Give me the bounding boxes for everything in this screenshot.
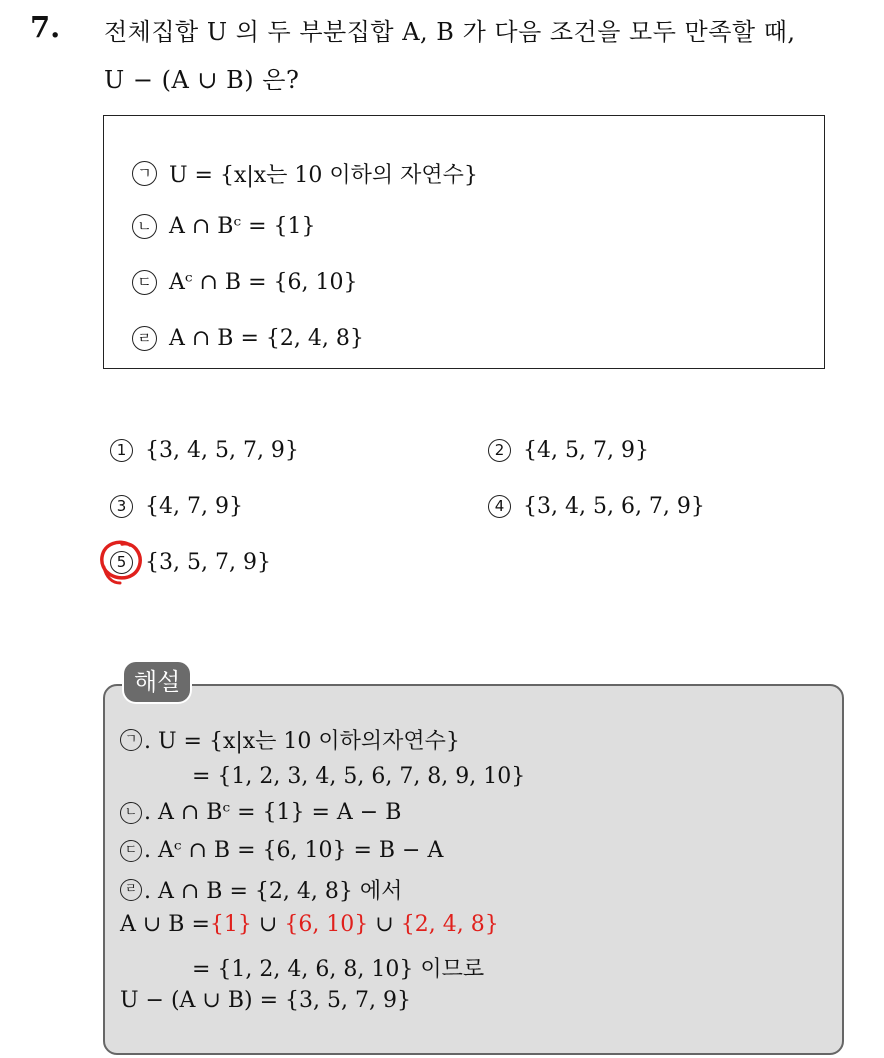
union-part-1: {1} <box>209 912 252 937</box>
union-part-3: {2, 4, 8} <box>400 912 499 937</box>
explanation-marker-3: ㄴ <box>120 802 142 824</box>
choice-text-3: {4, 7, 9} <box>145 494 243 519</box>
explanation-line-1: ㄱ . U = {x|x는 10 이하의자연수} <box>120 724 460 755</box>
condition-4 <box>132 326 364 351</box>
explanation-line-5: ㄹ . A ∩ B = {2, 4, 8} 에서 <box>120 874 402 905</box>
choice-number-4: 4 <box>488 495 511 518</box>
explanation-line-6: A ∪ B = {1} ∪ {6, 10} ∪ {2, 4, 8} <box>120 912 499 937</box>
answer-circle-annotation <box>96 537 148 585</box>
choice-4[interactable] <box>488 494 705 519</box>
condition-2 <box>132 214 316 239</box>
condition-text-2: A ∩ Bᶜ = {1} <box>169 214 316 239</box>
explanation-line-4: ㄷ . Aᶜ ∩ B = {6, 10} = B − A <box>120 838 443 863</box>
choice-2[interactable] <box>488 438 649 463</box>
condition-marker-4: ㄹ <box>132 326 157 351</box>
explanation-marker-4: ㄷ <box>120 840 142 862</box>
conditions-box <box>103 115 825 369</box>
choice-number-5: 5 <box>110 551 133 574</box>
condition-marker-3: ㄷ <box>132 270 157 295</box>
choice-number-3: 3 <box>110 495 133 518</box>
condition-1 <box>132 158 478 189</box>
choice-text-5: {3, 5, 7, 9} <box>145 550 271 575</box>
choice-number-1: 1 <box>110 439 133 462</box>
choice-3[interactable] <box>110 494 243 519</box>
explanation-line-7: = {1, 2, 4, 6, 8, 10} 이므로 <box>192 957 485 982</box>
choice-number-2: 2 <box>488 439 511 462</box>
explanation-line-8: U − (A ∪ B) = {3, 5, 7, 9} <box>120 988 411 1013</box>
explanation-marker-1: ㄱ <box>120 729 142 751</box>
question-stem-line2: U − (A ∪ B) 은? <box>104 66 300 94</box>
question-number: 7. <box>30 10 61 44</box>
explanation-line-2: = {1, 2, 3, 4, 5, 6, 7, 8, 9, 10} <box>192 764 526 789</box>
explanation-line-3: ㄴ . A ∩ Bᶜ = {1} = A − B <box>120 800 401 825</box>
explanation-tab: 해설 <box>124 662 190 702</box>
condition-marker-2: ㄴ <box>132 214 157 239</box>
condition-text-3: Aᶜ ∩ B = {6, 10} <box>169 270 358 295</box>
condition-3 <box>132 270 357 295</box>
choice-text-4: {3, 4, 5, 6, 7, 9} <box>523 494 705 519</box>
condition-text-4: A ∩ B = {2, 4, 8} <box>169 326 364 351</box>
union-part-2: {6, 10} <box>284 912 369 937</box>
choice-text-2: {4, 5, 7, 9} <box>523 438 649 463</box>
choice-text-1: {3, 4, 5, 7, 9} <box>145 438 299 463</box>
condition-marker-1: ㄱ <box>132 161 157 186</box>
question-stem-line1: 전체집합 U 의 두 부분집합 A, B 가 다음 조건을 모두 만족할 때, <box>104 18 796 46</box>
condition-text-1: U = {x|x는 10 이하의 자연수} <box>169 163 478 188</box>
choice-1[interactable] <box>110 438 299 463</box>
explanation-marker-5: ㄹ <box>120 879 142 901</box>
